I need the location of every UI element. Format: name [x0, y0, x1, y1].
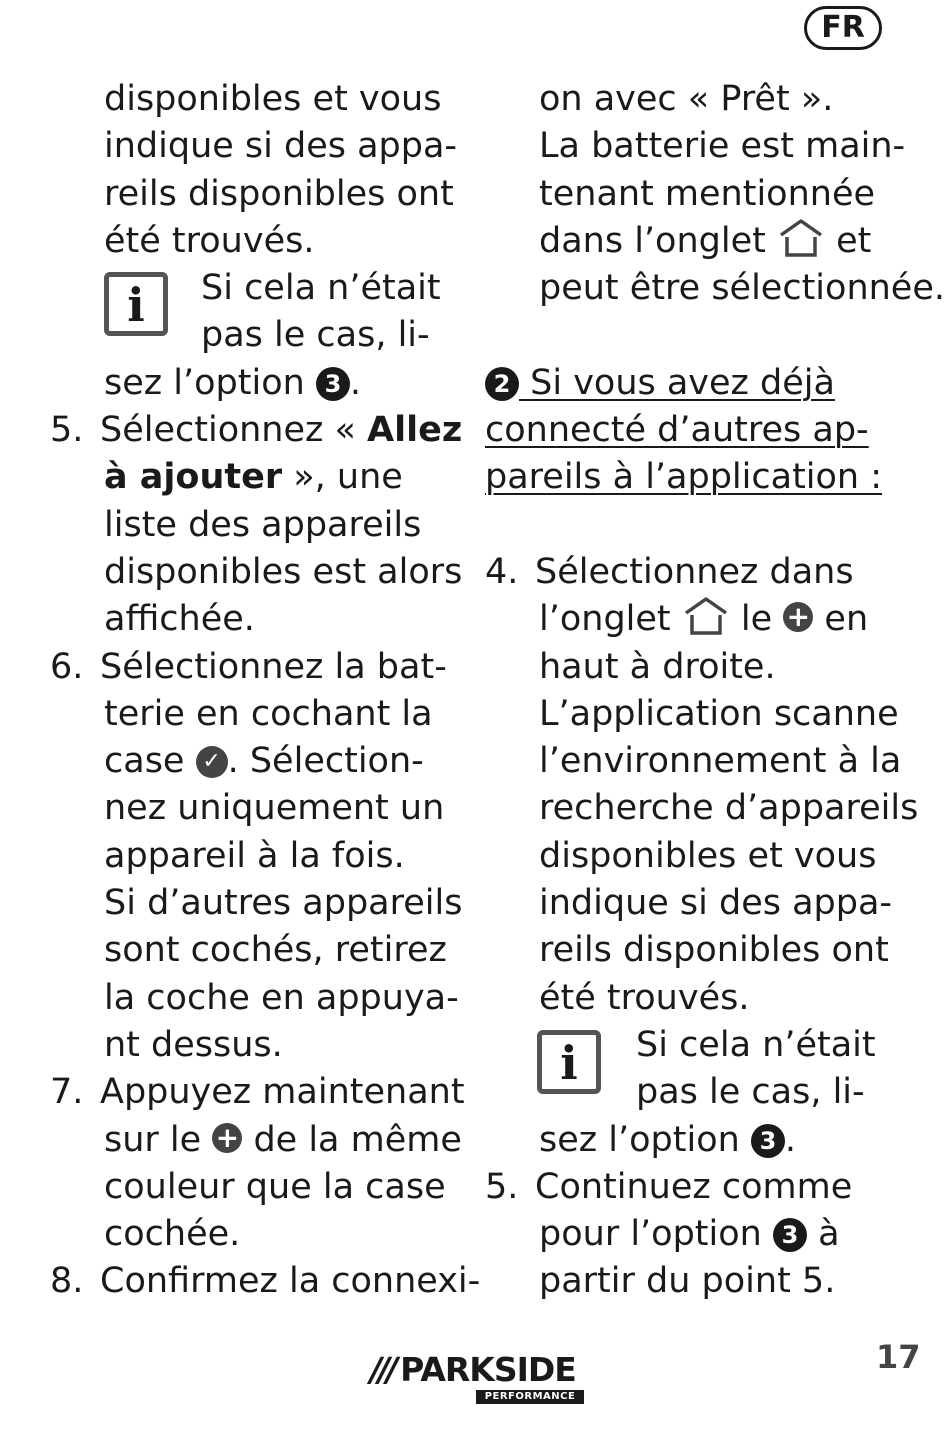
- note-line: sez l’option 3 .: [539, 1119, 797, 1160]
- plus-icon: +: [212, 1123, 242, 1153]
- list-number: 7.: [50, 1072, 84, 1113]
- section-heading: connecté d’autres ap-: [485, 410, 869, 451]
- text-line: disponibles et vous: [104, 79, 442, 119]
- list-number: 5.: [485, 1166, 519, 1207]
- home-icon: [777, 218, 825, 258]
- option-3-icon: 3: [751, 1124, 785, 1158]
- note-line: Si cela n’était: [636, 1024, 876, 1065]
- list-item-5: 5. Continuez comme pour l’option 3 à partir du point 5.: [485, 1164, 905, 1306]
- text-line: été trouvés.: [104, 220, 315, 261]
- note-line: pas le cas, li-: [636, 1072, 865, 1113]
- option-2-icon: 2: [485, 367, 519, 401]
- text-line: indique si des appa-: [104, 126, 458, 167]
- info-icon: i: [537, 1030, 601, 1094]
- brand-name: PARKSIDE: [400, 1350, 576, 1389]
- list-number: 4.: [485, 551, 519, 592]
- note-line: pas le cas, li-: [201, 315, 430, 356]
- list-item-4: 4. Sélectionnez dans l’onglet le + en haut à droite. L’application scanne l’environnement à la recherche d’appareils disponibles et vous indique si des appa- reils disponibles ont été trouvés.: [485, 549, 905, 1022]
- list-number: 6.: [50, 646, 84, 687]
- text-line: tenant mentionnée: [539, 173, 876, 214]
- checkmark-icon: ✓: [196, 746, 228, 778]
- left-column: [50, 76, 481, 1306]
- section-heading: 2 Si vous avez déjà: [485, 360, 905, 407]
- text-line: reils disponibles ont: [104, 173, 454, 214]
- page-number: 17: [876, 1338, 921, 1376]
- list-item-5: 5. Sélectionnez « Allez à ajouter », une liste des appareils disponibles est alors affichée.: [50, 407, 470, 643]
- right-column: [485, 76, 946, 1306]
- list-item-6: 6. Sélectionnez la bat- terie en cochant la case ✓ . Sélection- nez uniquement un appareil à la fois. Si d’autres appareils sont cochés, retirez la coche en appuya- nt dessus.: [50, 644, 470, 1070]
- info-icon: i: [104, 272, 168, 336]
- section-heading: pareils à l’application :: [485, 457, 883, 498]
- option-3-icon: 3: [316, 367, 350, 401]
- note-line: sez l’option 3 .: [104, 362, 362, 403]
- list-item-8: 8. Confirmez la connexi-: [50, 1258, 470, 1305]
- list-number: 5.: [50, 410, 84, 451]
- text-line: on avec « Prêt ».: [539, 79, 834, 119]
- note-line: Si cela n’était: [201, 268, 441, 309]
- brand-subtitle: PERFORMANCE: [476, 1390, 584, 1404]
- list-number: 8.: [50, 1261, 84, 1302]
- list-item-7: 7. Appuyez maintenant sur le + de la même couleur que la case cochée.: [50, 1069, 470, 1258]
- plus-icon: +: [783, 602, 813, 632]
- option-3-icon: 3: [773, 1218, 807, 1252]
- home-icon: [682, 596, 730, 636]
- text-line: dans l’onglet et: [485, 218, 905, 265]
- text-line: La batterie est main-: [539, 126, 906, 167]
- language-badge: FR: [804, 6, 882, 50]
- text-line: peut être sélectionnée.: [539, 268, 946, 309]
- logo-slashes: ///: [370, 1350, 395, 1389]
- parkside-logo: [370, 1350, 590, 1410]
